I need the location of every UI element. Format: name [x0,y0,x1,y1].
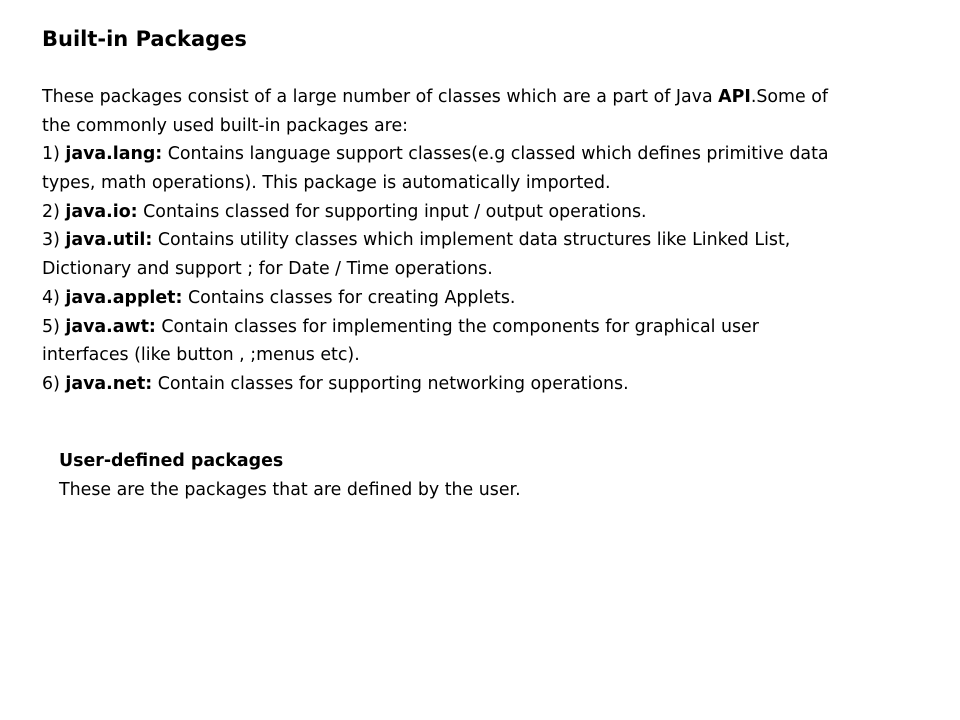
package-item-java-applet [42,284,922,313]
package-description: Contains classed for supporting input / output operations. [137,201,647,222]
intro-text-cont: .Some of [750,87,828,107]
package-item-java-util [42,226,922,255]
package-item-java-io [42,198,922,227]
page-title: Built-in Packages [42,27,247,51]
package-name: java.util: [65,230,153,251]
package-name: java.awt: [65,316,156,337]
package-item-java-net [42,370,922,399]
package-name: java.net: [65,373,153,394]
item-number: 3) [42,230,66,251]
package-description: Contain classes for supporting networking operations. [152,373,629,394]
package-name: java.io: [65,201,138,222]
intro-line-2: the commonly used built-in packages are: [42,115,409,136]
package-description: Contains classes for creating Applets. [182,287,516,308]
package-name: java.lang: [65,144,163,165]
package-item-java-lang [42,140,922,169]
intro-text: These packages consist of a large number of classes which are a part of Java [42,87,719,107]
package-description-continued: interfaces (like button , ;menus etc). [42,345,360,366]
intro-line-1 [42,83,922,112]
package-description: Contains language support classes(e.g classed which defines primitive data [162,144,829,165]
package-description: Contain classes for implementing the components for graphical user [155,316,759,337]
package-description-continued: types, math operations). This package is automatically imported. [42,173,611,194]
item-number: 4) [42,287,66,308]
package-item-java-awt [42,313,922,342]
item-number: 2) [42,201,66,222]
section-heading: User-defined packages [59,451,284,471]
package-name: java.applet: [65,287,183,308]
package-description: Contains utility classes which implement data structures like Linked List, [152,230,791,251]
user-defined-packages-section [59,447,521,504]
section-text: These are the packages that are defined by the user. [59,479,521,500]
package-description-continued: Dictionary and support ; for Date / Time operations. [42,259,493,280]
item-number: 5) [42,316,66,337]
item-number: 1) [42,144,66,165]
api-term: API [718,87,751,107]
item-number: 6) [42,373,66,394]
builtin-packages-body [42,83,922,399]
